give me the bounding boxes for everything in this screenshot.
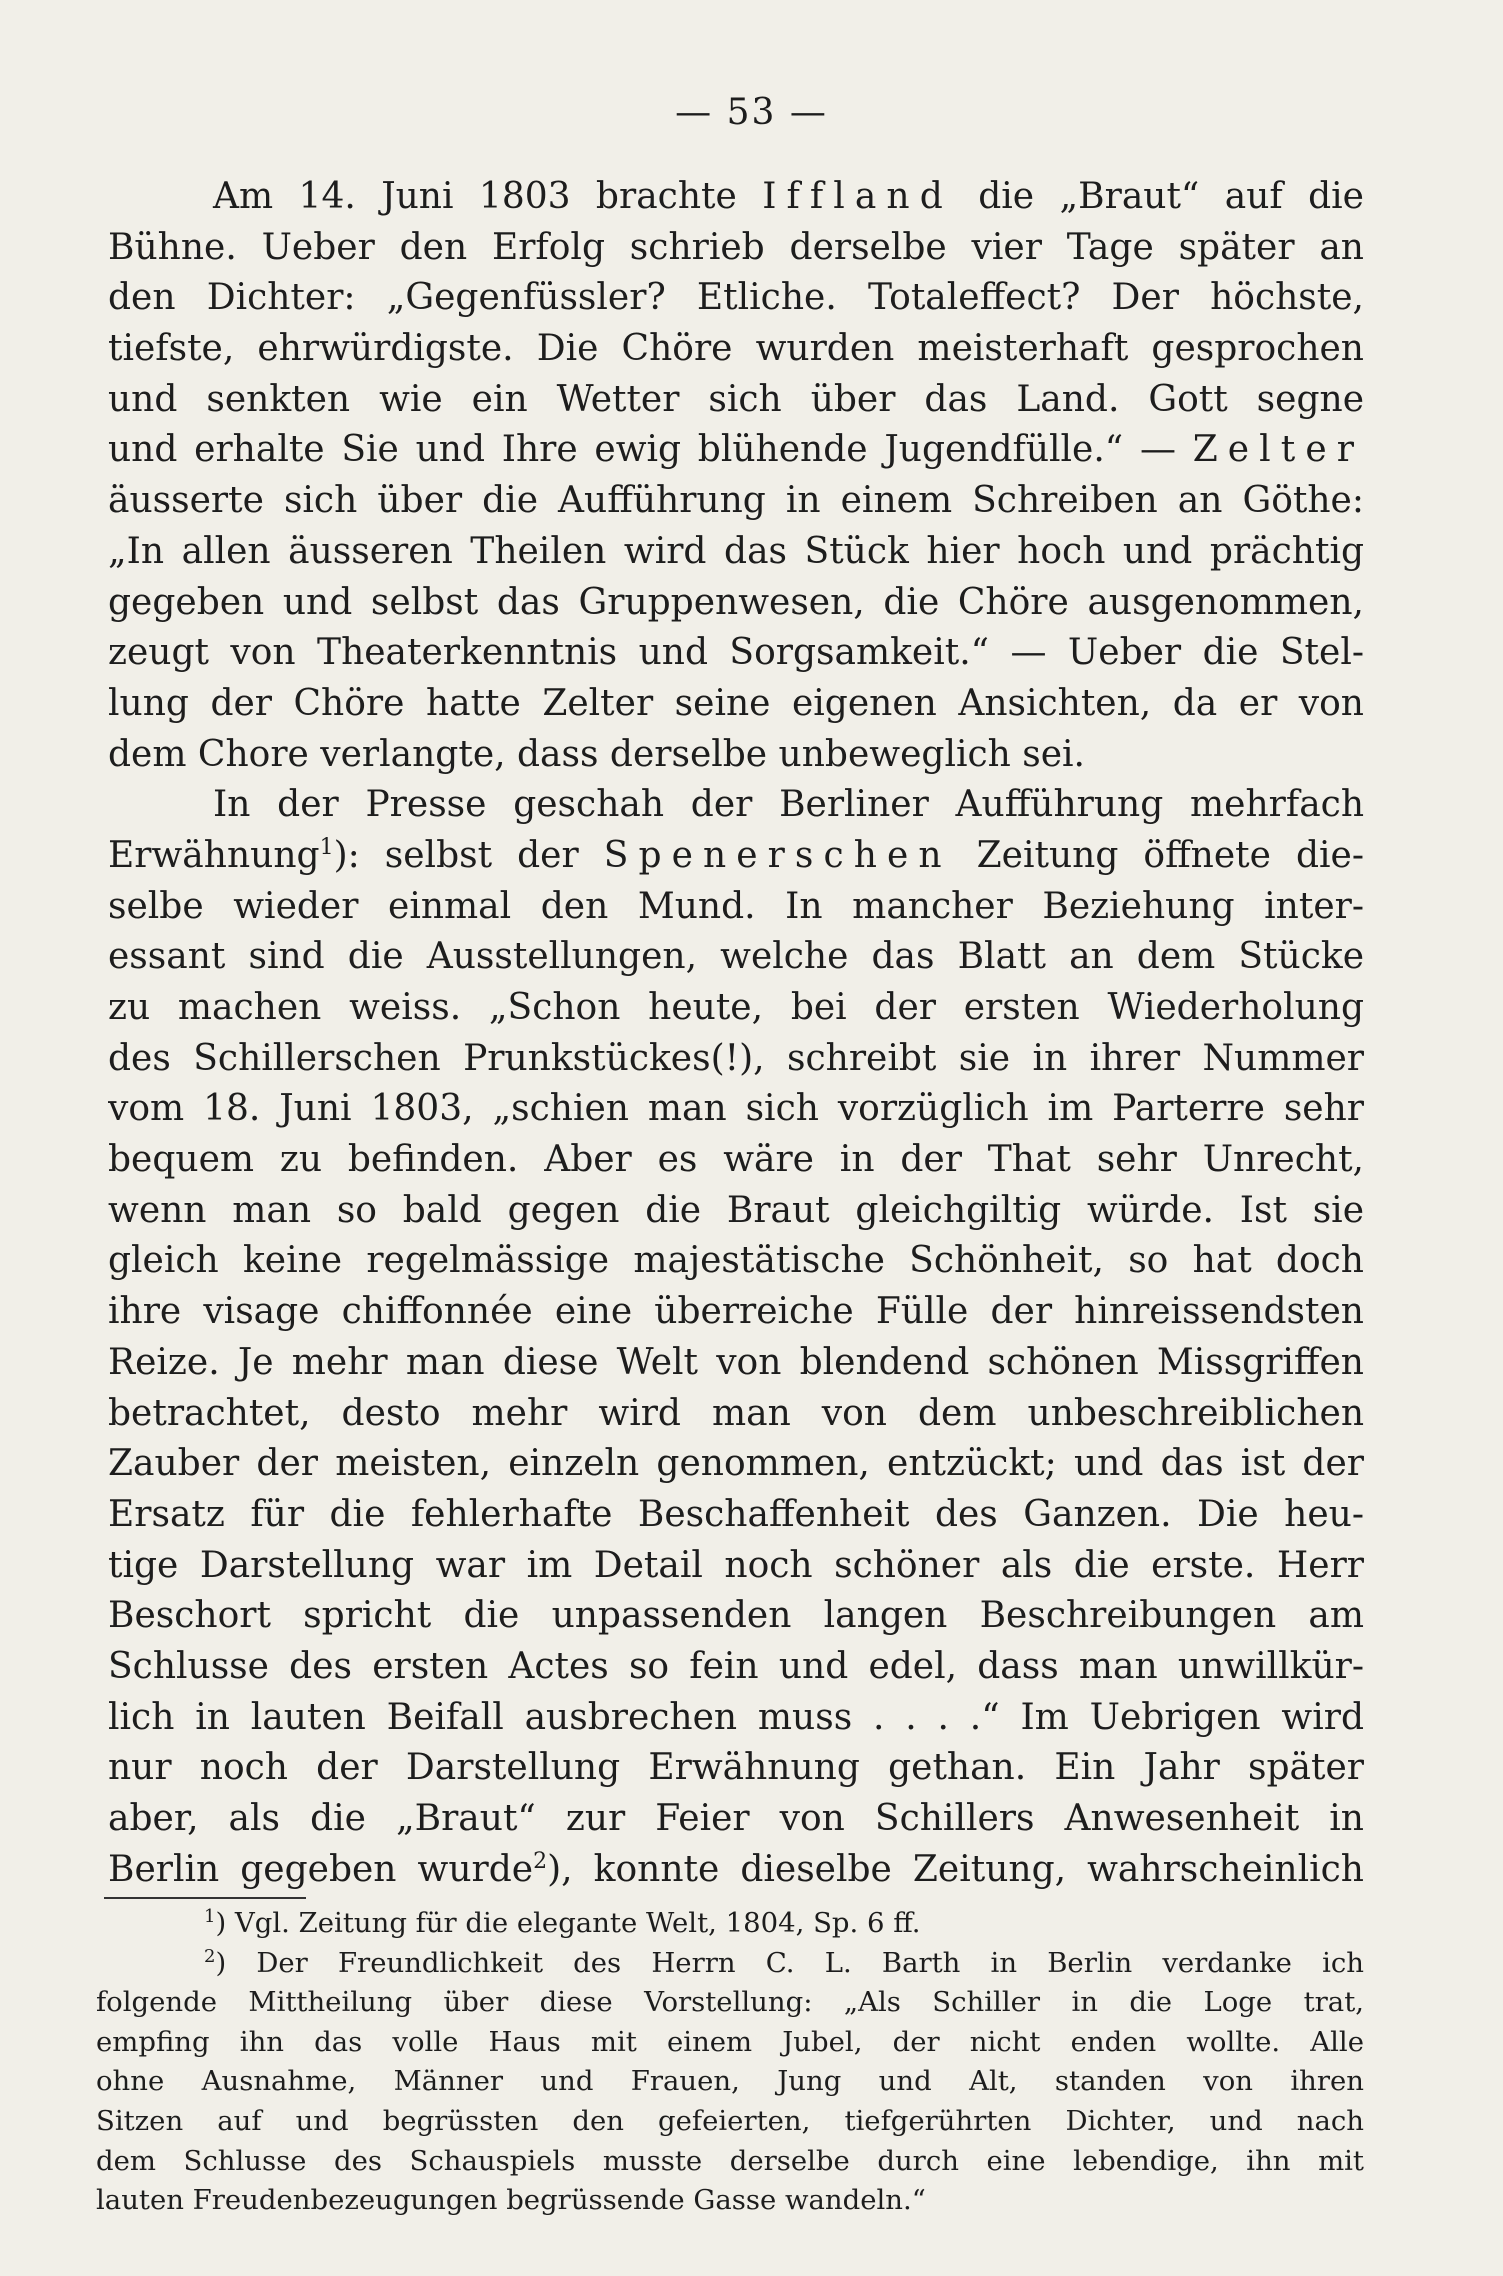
text-line: und senkten wie ein Wetter sich über das Land. Gott segne [108, 378, 1364, 420]
text-line: „In allen äusseren Theilen wird das Stück hier hoch und prächtig [108, 530, 1364, 572]
text-line: ihre visage chiffonnée eine überreiche Fülle der hinreissendsten [108, 1291, 1364, 1333]
text-line: tige Darstellung war im Detail noch schöner als die erste. Herr [108, 1544, 1364, 1586]
text-line: Reize. Je mehr man diese Welt von blendend schönen Missgriffen [108, 1341, 1364, 1383]
text-line: gleich keine regelmässige majestätische Schönheit, so hat doch [108, 1240, 1364, 1282]
footnote-line: ohne Ausnahme, Männer und Frauen, Jung und Alt, standen von ihren [96, 2065, 1364, 2098]
body-text [108, 172, 1364, 1895]
text-line: nur noch der Darstellung Erwähnung gethan. Ein Jahr später [108, 1747, 1364, 1789]
text-line: Erwähnung$^1$): selbst der Spenerschen Zeitung öffnete die- [108, 834, 1364, 876]
footnote-ref: 2 [533, 1848, 548, 1874]
text-line: den Dichter: „Gegenfüssler? Etliche. Totaleffect? Der höchste, [108, 277, 1364, 319]
text-line: tiefste, ehrwürdigste. Die Chöre wurden meisterhaft gesprochen [108, 328, 1364, 370]
text-line: In der Presse geschah der Berliner Aufführung mehrfach [213, 784, 1364, 826]
text-line: des Schillerschen Prunkstückes(!), schreibt sie in ihrer Nummer [108, 1037, 1364, 1079]
footnote-line: $^1$) Vgl. Zeitung für die elegante Welt, 1804, Sp. 6 ff. [204, 1905, 921, 1939]
text-line: dem Chore verlangte, dass derselbe unbeweglich sei. [108, 733, 1085, 775]
text-line: Berlin gegeben wurde$^2$), konnte dieselbe Zeitung, wahrscheinlich [108, 1848, 1364, 1890]
text-line: lung der Chöre hatte Zelter seine eigenen Ansichten, da er von [108, 682, 1364, 724]
text-line: Bühne. Ueber den Erfolg schrieb derselbe vier Tage später an [108, 226, 1364, 268]
footnote-ref: 1 [319, 834, 334, 860]
text-line: betrachtet, desto mehr wird man von dem unbeschreiblichen [108, 1392, 1364, 1434]
footnote-line: lauten Freudenbezeugungen begrüssende Gasse wandeln.“ [96, 2184, 926, 2217]
text-line: Am 14. Juni 1803 brachte Iffland die „Braut“ auf die [213, 176, 1364, 217]
text-line: lich in lauten Beifall ausbrechen muss . . . .“ Im Uebrigen wird [108, 1696, 1364, 1738]
footnote-line: folgende Mittheilung über diese Vorstellung: „Als Schiller in die Loge trat, [96, 1986, 1364, 2019]
footnote-line: empfing ihn das volle Haus mit einem Jubel, der nicht enden wollte. Alle [96, 2025, 1364, 2058]
text-line: gegeben und selbst das Gruppenwesen, die Chöre ausgenommen, [108, 581, 1364, 623]
footnote-mark: 2 [204, 1945, 216, 1967]
text-line: und erhalte Sie und Ihre ewig blühende Jugendfülle.“ — Zelter [108, 429, 1364, 471]
text-line: essant sind die Ausstellungen, welche das Blatt an dem Stücke [108, 936, 1364, 978]
spaced-name: Iffland [762, 176, 953, 217]
footnote-line: $^2$) Der Freundlichkeit des Herrn C. L. Barth in Berlin verdanke ich [204, 1945, 1364, 1979]
text-line: äusserte sich über die Aufführung in einem Schreiben an Göthe: [108, 480, 1364, 522]
text-line: bequem zu befinden. Aber es wäre in der That sehr Unrecht, [108, 1139, 1364, 1181]
text-line: Schlusse des ersten Actes so fein und edel, dass man unwillkür- [108, 1645, 1364, 1687]
spaced-name: Spenerschen [603, 834, 952, 876]
text-line: zu machen weiss. „Schon heute, bei der ersten Wiederholung [108, 987, 1364, 1028]
text-line: zeugt von Theaterkenntnis und Sorgsamkeit.“ — Ueber die Stel- [108, 632, 1364, 674]
text-line: Zauber der meisten, einzeln genommen, entzückt; und das ist der [108, 1443, 1364, 1485]
text-line: Beschort spricht die unpassenden langen Beschreibungen am [108, 1595, 1364, 1637]
spaced-name: Zelter [1192, 429, 1364, 471]
footnote-rule [104, 1897, 306, 1899]
text-line: Ersatz für die fehlerhafte Beschaffenheit des Ganzen. Die heu- [108, 1493, 1364, 1535]
text-line: vom 18. Juni 1803, „schien man sich vorzüglich im Parterre sehr [108, 1088, 1364, 1130]
footnote-line: Sitzen auf und begrüssten den gefeierten, tiefgerührten Dichter, und nach [96, 2104, 1364, 2137]
footnotes [96, 1904, 1364, 2221]
text-line: selbe wieder einmal den Mund. In mancher Beziehung inter- [108, 885, 1364, 927]
text-line: wenn man so bald gegen die Braut gleichgiltig würde. Ist sie [108, 1189, 1364, 1231]
footnote-mark: 1 [204, 1905, 216, 1927]
footnote-line: dem Schlusse des Schauspiels musste derselbe durch eine lebendige, ihn mit [96, 2144, 1364, 2177]
page-number: — 53 — [675, 92, 828, 133]
text-line: aber, als die „Braut“ zur Feier von Schillers Anwesenheit in [108, 1798, 1364, 1839]
